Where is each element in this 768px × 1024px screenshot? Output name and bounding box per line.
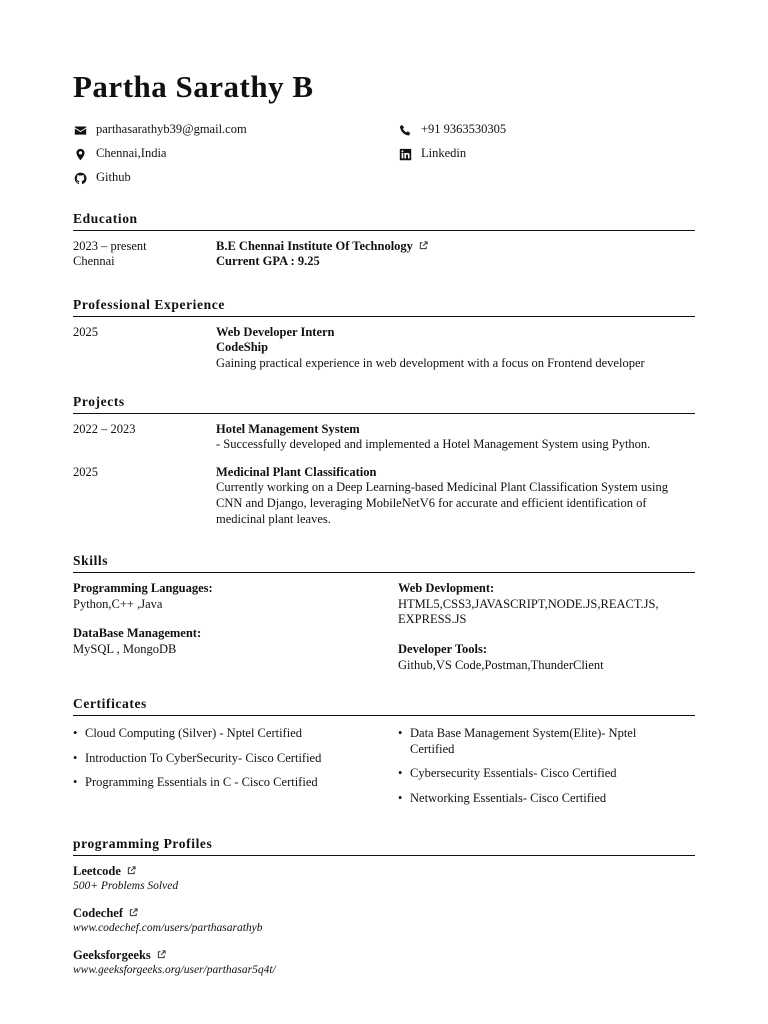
linkedin-text: Linkedin xyxy=(421,146,467,161)
bullet-icon: • xyxy=(398,726,403,741)
skill-value: Github,VS Code,Postman,ThunderClient xyxy=(398,657,604,672)
contact-email[interactable] xyxy=(73,123,398,138)
education-entry xyxy=(73,239,695,270)
education-gpa: Current GPA : 9.25 xyxy=(216,254,320,269)
skill-block xyxy=(398,581,695,628)
education-date: 2023 – present xyxy=(73,238,147,253)
education-title-link[interactable] xyxy=(216,239,695,255)
candidate-name: Partha Sarathy B xyxy=(73,69,314,104)
profiles-heading: programming Profiles xyxy=(73,836,695,856)
skill-value: HTML5,CSS3,JAVASCRIPT,NODE.JS,REACT.JS, EXPRESS.JS xyxy=(398,596,659,627)
experience-section xyxy=(73,297,695,372)
external-link-icon xyxy=(157,948,166,957)
project-date: 2025 xyxy=(73,464,98,479)
education-heading: Education xyxy=(73,211,695,231)
project-desc: - Successfully developed and implemented a Hotel Management System using Python. xyxy=(216,437,651,452)
certificate-item xyxy=(73,751,398,767)
experience-company: CodeShip xyxy=(216,340,269,355)
profile-detail: 500+ Problems Solved xyxy=(73,880,179,893)
profile-entry xyxy=(73,906,695,936)
certificate-text: Networking Essentials- Cisco Certified xyxy=(410,791,607,805)
certificates-heading: Certificates xyxy=(73,696,695,716)
external-link-icon xyxy=(419,239,428,248)
certificate-text: Cybersecurity Essentials- Cisco Certified xyxy=(410,766,617,781)
bullet-icon: • xyxy=(73,750,78,765)
contact-github[interactable] xyxy=(73,171,398,186)
contact-info xyxy=(73,123,695,186)
linkedin-icon xyxy=(398,147,412,161)
skill-label: DataBase Management: xyxy=(73,626,202,641)
projects-heading: Projects xyxy=(73,394,695,414)
skill-label: Programming Languages: xyxy=(73,581,213,596)
education-place: Chennai xyxy=(73,254,115,269)
external-link-icon xyxy=(129,906,138,915)
bullet-icon: • xyxy=(73,775,78,790)
github-text: Github xyxy=(96,170,131,185)
certificate-text: Cloud Computing (Silver) - Nptel Certified xyxy=(85,726,302,741)
profile-detail: www.codechef.com/users/parthasarathyb xyxy=(73,922,263,935)
certificate-text: Programming Essentials in C - Cisco Certified xyxy=(85,775,318,790)
certificates-grid xyxy=(73,726,695,816)
education-title: B.E Chennai Institute Of Technology xyxy=(216,238,413,253)
bullet-icon: • xyxy=(398,766,403,781)
profile-entry xyxy=(73,948,695,978)
project-date: 2022 – 2023 xyxy=(73,421,136,436)
profile-link[interactable] xyxy=(73,864,695,880)
skill-value: MySQL , MongoDB xyxy=(73,642,177,656)
certificate-item xyxy=(398,791,695,807)
skills-section xyxy=(73,553,695,673)
experience-entry xyxy=(73,325,695,372)
location-text: Chennai,India xyxy=(96,146,167,161)
skill-label: Developer Tools: xyxy=(398,642,488,656)
bullet-icon: • xyxy=(398,791,403,805)
phone-icon xyxy=(398,123,412,137)
contact-location xyxy=(73,147,398,162)
project-title: Hotel Management System xyxy=(216,421,360,436)
project-entry xyxy=(73,422,695,453)
location-pin-icon xyxy=(73,147,87,161)
education-section xyxy=(73,211,695,270)
contact-phone[interactable] xyxy=(398,123,678,138)
experience-desc: Gaining practical experience in web development with a focus on Frontend developer xyxy=(216,356,645,370)
profiles-section xyxy=(73,836,695,978)
project-entry xyxy=(73,465,695,528)
contact-linkedin[interactable] xyxy=(398,147,678,162)
profile-detail: www.geeksforgeeks.org/user/parthasar5q4t/ xyxy=(73,964,276,977)
profile-entry xyxy=(73,864,695,894)
github-icon xyxy=(73,171,87,185)
certificate-item xyxy=(73,726,398,742)
profile-name: Codechef xyxy=(73,905,123,920)
project-desc: Currently working on a Deep Learning-based Medicinal Plant Classification System using CNN and Django, leveraging MobileNetV6 for accurate and efficient identification of medicinal plant leaves. xyxy=(216,480,668,526)
experience-heading: Professional Experience xyxy=(73,297,695,317)
bullet-icon: • xyxy=(73,726,78,741)
certificate-item xyxy=(73,775,398,791)
experience-date: 2025 xyxy=(73,324,98,339)
certificate-text: Introduction To CyberSecurity- Cisco Certified xyxy=(85,750,322,765)
external-link-icon xyxy=(127,864,136,873)
certificate-item xyxy=(398,766,695,782)
email-text: parthasarathyb39@gmail.com xyxy=(96,122,247,137)
certificate-text: Data Base Management System(Elite)- Nptel Certified xyxy=(410,726,637,756)
skill-block xyxy=(73,581,398,612)
skills-heading: Skills xyxy=(73,553,695,573)
projects-section xyxy=(73,394,695,528)
profile-name: Geeksforgeeks xyxy=(73,947,151,962)
project-title: Medicinal Plant Classification xyxy=(216,464,377,479)
profile-name: Leetcode xyxy=(73,863,121,878)
skills-grid xyxy=(73,581,695,673)
mail-icon xyxy=(73,123,87,137)
profile-link[interactable] xyxy=(73,906,695,922)
profile-link[interactable] xyxy=(73,948,695,964)
experience-title: Web Developer Intern xyxy=(216,324,335,339)
skill-block xyxy=(73,626,398,657)
skill-label: Web Devlopment: xyxy=(398,581,495,596)
skill-block xyxy=(398,642,695,673)
phone-text: +91 9363530305 xyxy=(421,122,507,137)
skill-value: Python,C++ ,Java xyxy=(73,596,163,611)
certificates-section xyxy=(73,696,695,815)
certificate-item xyxy=(398,726,695,757)
